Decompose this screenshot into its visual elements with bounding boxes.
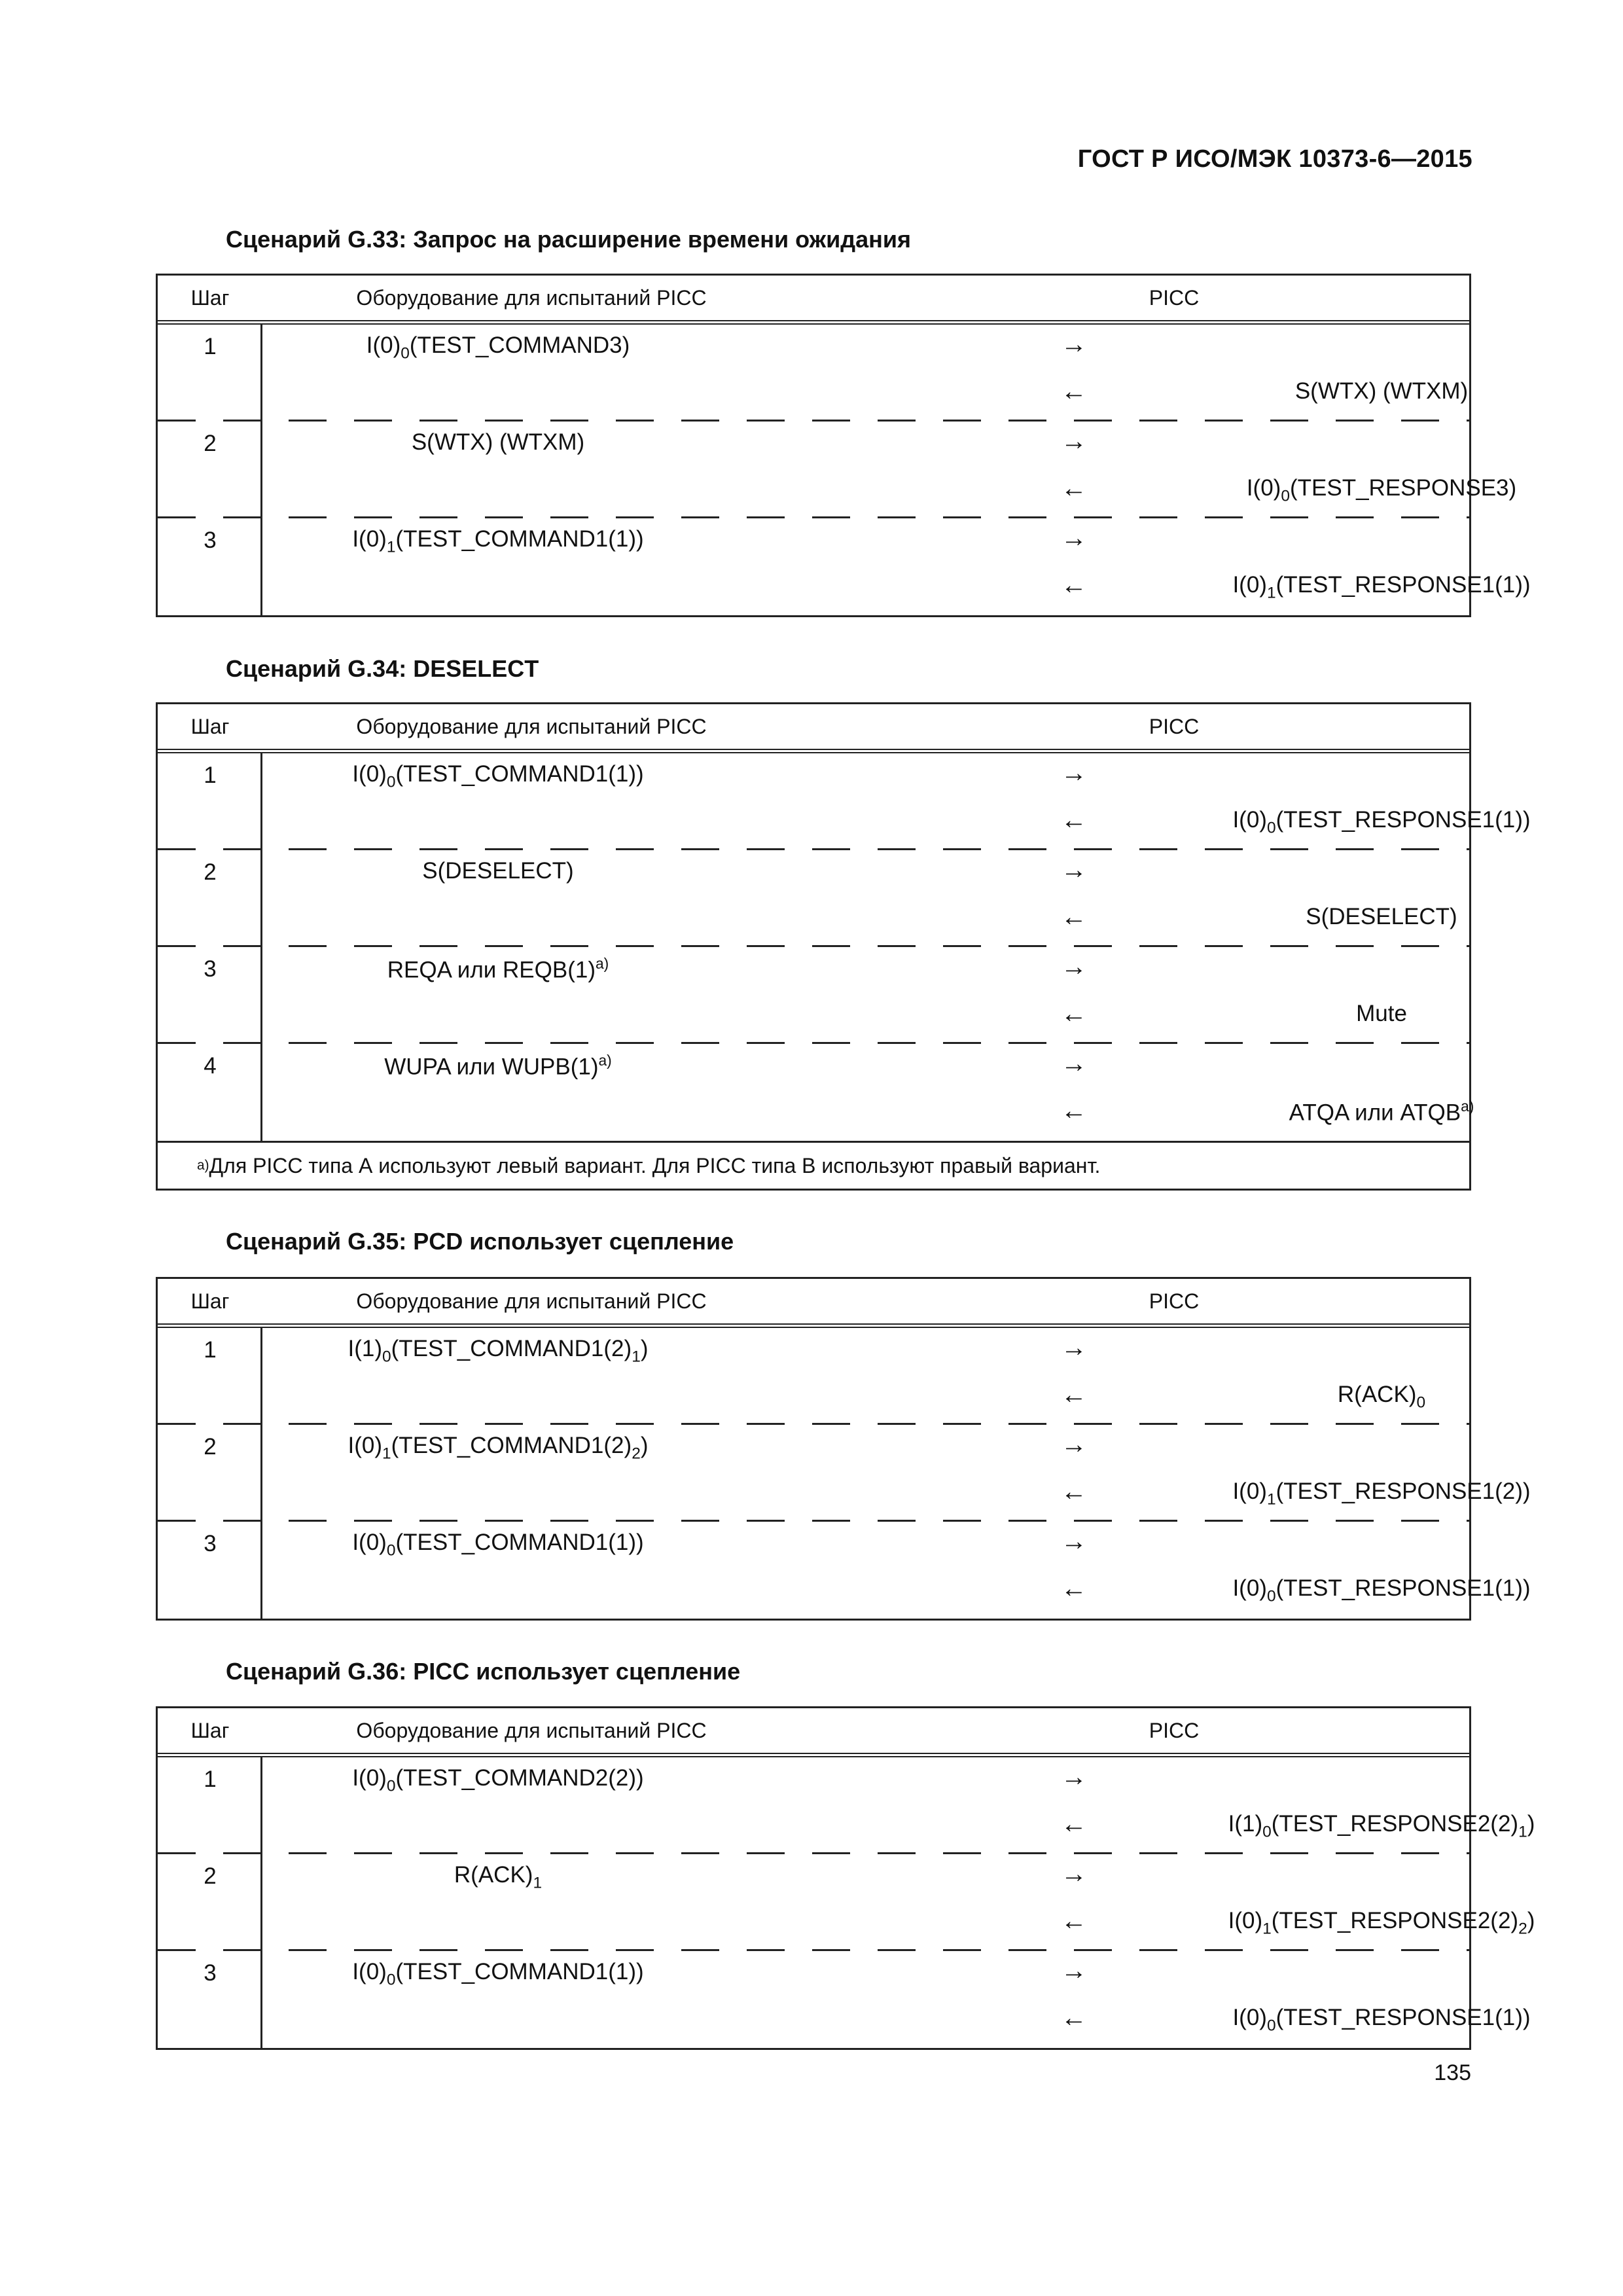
pcd-command: $I(0)_0(TEST\_COMMAND3)$	[366, 332, 630, 363]
step-number: 2	[204, 859, 217, 885]
step-cell	[158, 753, 262, 851]
document-header: ГОСТ Р ИСО/МЭК 10373-6—2015	[1077, 145, 1472, 173]
scenario-table	[156, 1277, 1531, 1621]
step-cell	[158, 1854, 262, 1952]
picc-response: $I(0)_0(TEST\_RESPONSE3)$	[1246, 475, 1517, 505]
column-header-pcd: Оборудование для испытаний PICC	[356, 285, 707, 310]
table-row	[158, 1951, 1531, 2048]
step-number: 2	[204, 431, 217, 456]
column-header-step: Шаг	[190, 714, 230, 738]
table-row	[158, 753, 1531, 850]
picc-response: $I(0)_0(TEST\_RESPONSE1(1))$	[1232, 2005, 1531, 2035]
pcd-command: S(DESELECT)	[422, 858, 574, 884]
pcd-command: WUPA или $WUPB(1)^{a)}$	[384, 1052, 612, 1080]
arrow-right-icon: →	[1061, 524, 1087, 552]
table-body	[158, 325, 1531, 615]
arrow-right-icon: →	[1061, 1049, 1087, 1078]
column-header-pcd: Оборудование для испытаний PICC	[356, 1718, 707, 1742]
table-row	[158, 850, 1469, 947]
table-row	[158, 1425, 1531, 1522]
pcd-command: $I(0)_0(TEST\_COMMAND1(1))$	[352, 1959, 644, 1989]
scenario-title: Сценарий G.34: DESELECT	[226, 655, 539, 682]
pcd-command: REQA или $REQB(1)^{a)}$	[387, 955, 609, 983]
table-header	[158, 276, 1469, 325]
step-number: 2	[204, 1863, 217, 1889]
column-header-picc: PICC	[1149, 714, 1200, 738]
table-row	[158, 518, 1531, 615]
arrow-left-icon: ←	[1061, 1907, 1087, 1935]
arrow-right-icon: →	[1061, 1763, 1087, 1791]
scenario-title: Сценарий G.35: PCD использует сцепление	[226, 1228, 734, 1255]
picc-response: $I(1)_0(TEST\_RESPONSE2(2)_1)$	[1228, 1811, 1535, 1841]
table-row	[158, 947, 1469, 1044]
arrow-right-icon: →	[1061, 1956, 1087, 1985]
arrow-left-icon: ←	[1061, 1477, 1087, 1506]
picc-response: S(DESELECT)	[1306, 904, 1457, 929]
arrow-right-icon: →	[1061, 330, 1087, 359]
table-row	[158, 325, 1469, 422]
table-row	[158, 1044, 1474, 1141]
scenario-title: Сценарий G.36: PICC использует сцепление	[226, 1658, 741, 1685]
step-number: 1	[204, 334, 217, 359]
arrow-left-icon: ←	[1061, 806, 1087, 834]
column-header-step: Шаг	[190, 1289, 230, 1313]
picc-response: $I(0)_1(TEST\_RESPONSE1(1))$	[1232, 572, 1531, 602]
step-number: 3	[204, 1960, 217, 1986]
pcd-command: $I(0)_0(TEST\_COMMAND1(1))$	[352, 761, 644, 791]
arrow-left-icon: ←	[1061, 474, 1087, 503]
step-cell	[158, 1328, 262, 1426]
arrow-left-icon: ←	[1061, 377, 1087, 406]
arrow-right-icon: →	[1061, 1527, 1087, 1556]
table-row	[158, 1328, 1469, 1425]
scenario-table	[156, 1706, 1535, 2050]
step-number: 3	[204, 956, 217, 982]
table-header	[158, 704, 1469, 753]
arrow-left-icon: ←	[1061, 903, 1087, 931]
step-cell	[158, 1757, 262, 1855]
step-cell	[158, 325, 262, 422]
pcd-command: S(WTX) (WTXM)	[411, 429, 585, 455]
pcd-command: $I(0)_0(TEST\_COMMAND1(1))$	[352, 1530, 644, 1560]
table-row	[158, 422, 1517, 518]
pcd-command: $I(0)_0(TEST\_COMMAND2(2))$	[352, 1765, 644, 1795]
arrow-right-icon: →	[1061, 1859, 1087, 1888]
picc-response: $R(ACK)_0$	[1337, 1382, 1426, 1412]
column-header-picc: PICC	[1149, 285, 1200, 310]
arrow-left-icon: ←	[1061, 999, 1087, 1028]
step-cell	[158, 1951, 262, 2048]
arrow-left-icon: ←	[1061, 1096, 1087, 1125]
step-cell	[158, 947, 262, 1045]
step-number: 3	[204, 528, 217, 553]
step-number: 1	[204, 1337, 217, 1363]
scenario-title: Сценарий G.33: Запрос на расширение времени ожидания	[226, 226, 912, 253]
pcd-command: $I(0)_1(TEST\_COMMAND1(2)_2)$	[348, 1433, 649, 1463]
step-cell	[158, 1044, 262, 1141]
page-number: 135	[1434, 2060, 1471, 2085]
table-row	[158, 1522, 1531, 1619]
column-header-picc: PICC	[1149, 1289, 1200, 1313]
arrow-left-icon: ←	[1061, 1810, 1087, 1839]
step-cell	[158, 422, 262, 519]
picc-response: ATQA или ATQB$^{a)}$	[1289, 1098, 1474, 1126]
step-number: 3	[204, 1531, 217, 1556]
table-body	[158, 753, 1531, 1141]
arrow-right-icon: →	[1061, 427, 1087, 456]
scenario-table	[156, 274, 1531, 617]
arrow-right-icon: →	[1061, 1333, 1087, 1362]
step-number: 4	[204, 1053, 217, 1079]
step-cell	[158, 518, 262, 615]
arrow-right-icon: →	[1061, 759, 1087, 787]
picc-response: $I(0)_1(TEST\_RESPONSE1(2))$	[1232, 1479, 1531, 1509]
arrow-right-icon: →	[1061, 855, 1087, 884]
picc-response: $I(0)_0(TEST\_RESPONSE1(1))$	[1232, 807, 1531, 837]
arrow-right-icon: →	[1061, 1430, 1087, 1459]
column-header-picc: PICC	[1149, 1718, 1200, 1742]
picc-response: Mute	[1356, 1001, 1407, 1026]
step-cell	[158, 850, 262, 948]
table-row	[158, 1757, 1535, 1854]
column-header-pcd: Оборудование для испытаний PICC	[356, 1289, 707, 1313]
table-row	[158, 1854, 1535, 1951]
column-header-pcd: Оборудование для испытаний PICC	[356, 714, 707, 738]
arrow-left-icon: ←	[1061, 571, 1087, 600]
picc-response: S(WTX) (WTXM)	[1294, 378, 1469, 404]
table-body	[158, 1757, 1535, 2048]
picc-response: $I(0)_1(TEST\_RESPONSE2(2)_2)$	[1228, 1908, 1535, 1938]
arrow-left-icon: ←	[1061, 1574, 1087, 1603]
pcd-command: $I(0)_1(TEST\_COMMAND1(1))$	[352, 526, 644, 556]
table-header	[158, 1279, 1469, 1328]
table-footnote: a) Для PICC типа А используют левый вариант. Для PICC типа В используют правый вариант.	[158, 1141, 1469, 1189]
pcd-command: $I(1)_0(TEST\_COMMAND1(2)_1)$	[348, 1336, 649, 1366]
picc-response: $I(0)_0(TEST\_RESPONSE1(1))$	[1232, 1575, 1531, 1605]
step-cell	[158, 1522, 262, 1619]
arrow-right-icon: →	[1061, 952, 1087, 981]
step-number: 1	[204, 762, 217, 788]
step-cell	[158, 1425, 262, 1522]
step-number: 2	[204, 1434, 217, 1460]
column-header-step: Шаг	[190, 1718, 230, 1742]
arrow-left-icon: ←	[1061, 2003, 1087, 2032]
table-header	[158, 1708, 1469, 1757]
step-number: 1	[204, 1767, 217, 1792]
scenario-table	[156, 702, 1531, 1191]
table-body	[158, 1328, 1531, 1619]
column-header-step: Шаг	[190, 285, 230, 310]
pcd-command: $R(ACK)_1$	[454, 1862, 543, 1892]
arrow-left-icon: ←	[1061, 1380, 1087, 1409]
